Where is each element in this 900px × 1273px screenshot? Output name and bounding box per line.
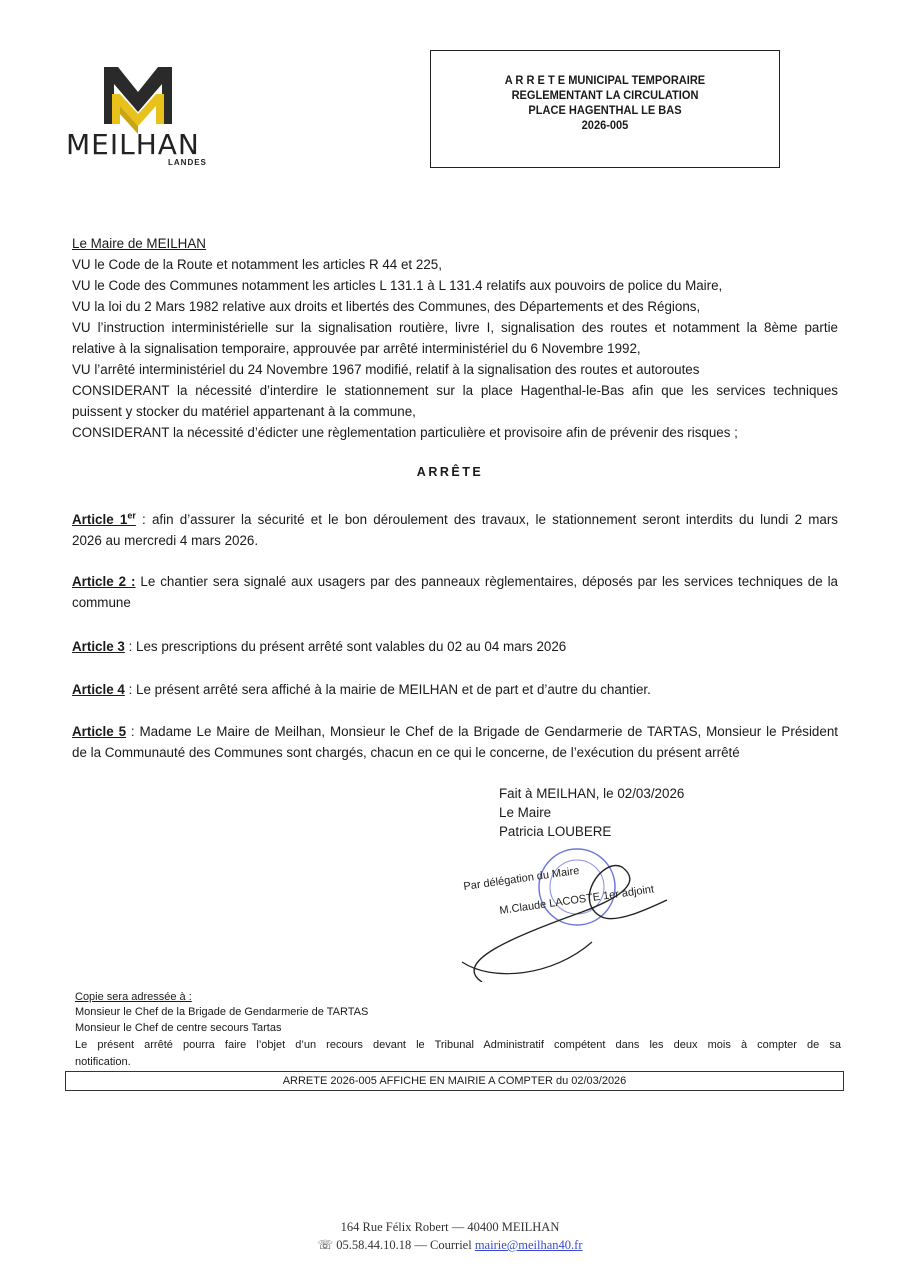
signature-stamp-icon bbox=[452, 842, 682, 982]
vu-code-route: VU le Code de la Route et notamment les articles R 44 et 225, bbox=[72, 257, 442, 272]
vu-loi-1982: VU la loi du 2 Mars 1982 relative aux droits et libertés des Communes, des Départements et des Régions, bbox=[72, 299, 701, 314]
article-5-label: Article 5 bbox=[72, 724, 127, 739]
article-2-line2: commune bbox=[72, 595, 131, 610]
article-1-line2: 2026 au mercredi 4 mars 2026. bbox=[72, 533, 259, 548]
recours-line1: Le présent arrêté pourra faire l’objet d’un recours devant le Tribunal Administratif compétent dans les deux mois à compter de sa bbox=[75, 1039, 841, 1051]
footer-phone: 05.58.44.10.18 — Courriel bbox=[333, 1238, 475, 1252]
copie-item-secours: Monsieur le Chef de centre secours Tartas bbox=[75, 1022, 282, 1034]
stamp-delegation-text: Par délégation du Maire bbox=[462, 864, 581, 893]
title-line-1: A R R E T E MUNICIPAL TEMPORAIRE bbox=[504, 73, 706, 87]
signature-place-date: Fait à MEILHAN, le 02/03/2026 bbox=[499, 786, 685, 801]
logo-subtitle: LANDES bbox=[168, 158, 207, 167]
footer-address: 164 Rue Félix Robert — 40400 MEILHAN bbox=[340, 1220, 560, 1234]
article-1-line1: Article 1er : afin d’assurer la sécurité et le bon déroulement des travaux, le stationnement seront interdits du lundi 2 mars bbox=[72, 510, 838, 527]
title-line-3: PLACE HAGENTHAL LE BAS bbox=[528, 103, 682, 117]
footer-contact bbox=[0, 1237, 900, 1253]
logo-wordmark: MEILHAN bbox=[66, 128, 200, 161]
article-3-label: Article 3 bbox=[72, 639, 125, 654]
arrete-heading: ARRÊTE bbox=[416, 465, 484, 479]
article-3: Article 3 : Les prescriptions du présent arrêté sont valables du 02 au 04 mars 2026 bbox=[72, 639, 567, 654]
considerant-1-line1: CONSIDERANT la nécessité d’interdire le stationnement sur la place Hagenthal-le-Bas afin que les services techniques bbox=[72, 383, 838, 398]
footer-email-link[interactable]: mairie@meilhan40.fr bbox=[474, 1238, 583, 1252]
copie-heading: Copie sera adressée à : bbox=[75, 991, 192, 1003]
vu-instruction-line2: relative à la signalisation temporaire, approuvée par arrêté interministériel du 6 Novembre 1992, bbox=[72, 341, 641, 356]
copie-item-gendarmerie: Monsieur le Chef de la Brigade de Gendarmerie de TARTAS bbox=[75, 1006, 369, 1018]
stamp-signer-text: M.Claude LACOSTE 1er adjoint bbox=[498, 883, 655, 917]
vu-code-communes: VU le Code des Communes notamment les articles L 131.1 à L 131.4 relatifs aux pouvoirs de police du Maire, bbox=[72, 278, 723, 293]
article-5-line1: Article 5 : Madame Le Maire de Meilhan, Monsieur le Chef de la Brigade de Gendarmerie de TARTAS, Monsieur le Président bbox=[72, 724, 838, 739]
affichage-notice: ARRETE 2026-005 AFFICHE EN MAIRIE A COMPTER du 02/03/2026 bbox=[65, 1071, 844, 1091]
considerant-2: CONSIDERANT la nécessité d’édicter une règlementation particulière et provisoire afin de prévenir des risques ; bbox=[72, 425, 738, 440]
article-2-line1: Article 2 : Le chantier sera signalé aux usagers par des panneaux règlementaires, déposés par les services techniques de la bbox=[72, 574, 839, 589]
mayor-heading: Le Maire de MEILHAN bbox=[72, 236, 206, 251]
article-2-label: Article 2 : bbox=[72, 574, 136, 589]
recours-line2: notification. bbox=[75, 1056, 131, 1068]
article-5-line2: de la Communauté des Communes sont chargés, chacun en ce qui le concerne, de l’exécution du présent arrêté bbox=[72, 745, 740, 760]
article-4: Article 4 : Le présent arrêté sera affiché à la mairie de MEILHAN et de part et d’autre du chantier. bbox=[72, 682, 651, 697]
title-line-4: 2026-005 bbox=[581, 118, 629, 132]
vu-instruction-line1: VU l’instruction interministérielle sur la signalisation routière, livre I, signalisation des routes et notamment la 8ème partie bbox=[72, 320, 838, 335]
signature-role: Le Maire bbox=[499, 805, 552, 820]
phone-icon: ☏ bbox=[317, 1238, 334, 1252]
article-4-label: Article 4 bbox=[72, 682, 125, 697]
considerant-1-line2: puissent y stocker du matériel appartenant à la commune, bbox=[72, 404, 416, 419]
article-1-label: Article 1er bbox=[72, 510, 136, 527]
signature-name: Patricia LOUBERE bbox=[499, 824, 612, 839]
title-box bbox=[430, 50, 780, 168]
title-line-2: REGLEMENTANT LA CIRCULATION bbox=[511, 88, 699, 102]
vu-arrete-1967: VU l’arrêté interministériel du 24 Novembre 1967 modifié, relatif à la signalisation des routes et autoroutes bbox=[72, 362, 700, 377]
